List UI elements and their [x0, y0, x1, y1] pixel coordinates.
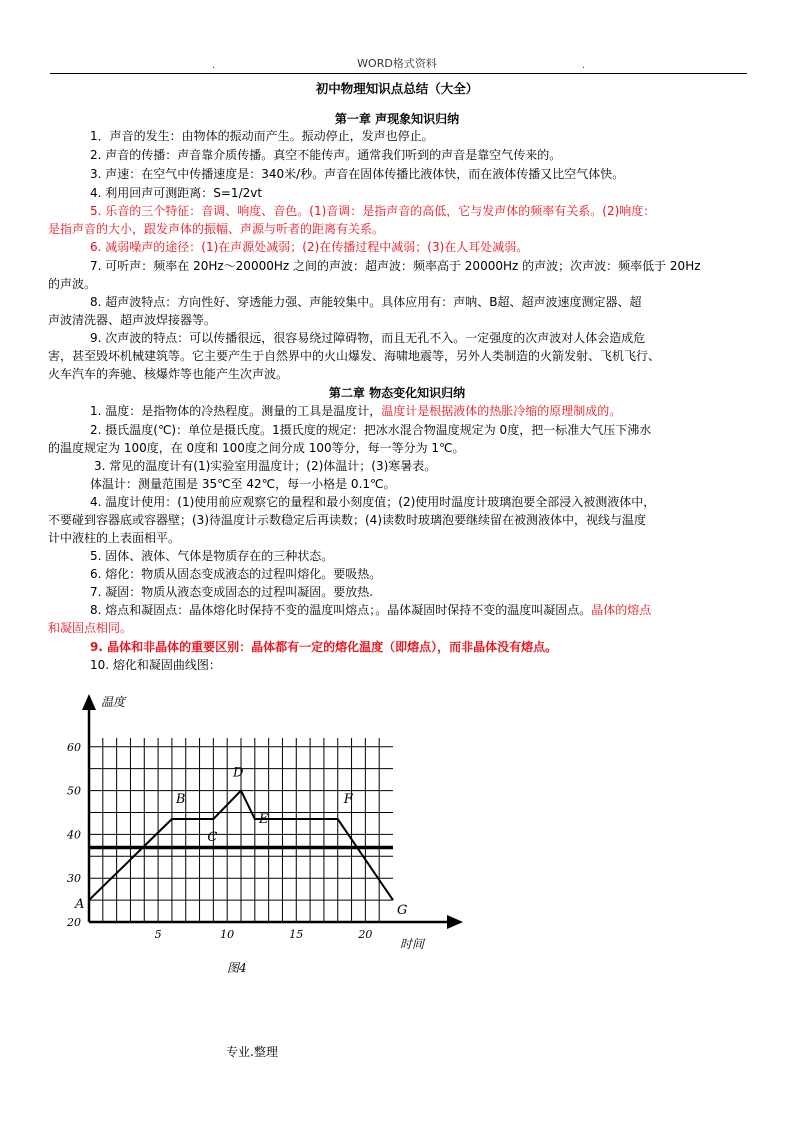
footer-text: 专业.整理 [226, 1045, 278, 1059]
x-tick-label: 15 [289, 928, 304, 941]
ch2-line-4: 4. 温度计使用：(1)使用前应观察它的量程和最小刻度值；(2)使用时温度计玻璃泡要全部浸入被测液体中， [90, 495, 656, 509]
ch1-line-2: 2. 声音的传播：声音靠介质传播。真空不能传声。通常我们听到的声音是靠空气传来的。 [90, 148, 562, 162]
ch1-line-8-cont: 声波清洗器、超声波焊接器等。 [48, 313, 217, 327]
point-label-a: A [75, 897, 85, 913]
point-label-b: B [175, 792, 186, 808]
chapter1-heading: 第一章 声现象知识归纳 [334, 112, 460, 126]
point-label-e: E [258, 812, 269, 828]
ch2-line-1 [90, 402, 794, 421]
y-tick-label: 30 [67, 872, 81, 886]
page-header: WORD格式资料 [357, 57, 437, 70]
ch1-line-5-cont: 是指声音的大小，跟发声体的振幅、声源与听者的距离有关系。 [48, 222, 385, 236]
y-axis-label: 温度 [101, 695, 126, 709]
ch2-line-2-cont: 的温度规定为 100度，在 0度和 100度之间分成 100等分，每一等分为 1℃。 [48, 441, 465, 455]
ch1-line-9-cont-2: 火车汽车的奔驰、核爆炸等也能产生次声波。 [48, 367, 289, 381]
ch1-line-1: 1．声音的发生：由物体的振动而产生。振动停止，发声也停止。 [90, 129, 434, 143]
ch2-line-4-cont-2: 计中液柱的上表面相平。 [48, 531, 181, 545]
ch1-line-4: 4. 利用回声可测距离：S=1/2vt [90, 186, 263, 200]
ch2-line-8-cont: 和凝固点相同。 [48, 621, 133, 635]
ch2-line-6: 6. 熔化：物质从固态变成液态的过程叫熔化。要吸热。 [90, 567, 382, 581]
x-axis-label: 时间 [400, 937, 425, 951]
ch1-line-7: 7. 可听声：频率在 20Hz～20000Hz 之间的声波：超声波：频率高于 20000Hz 的声波；次声波：频率低于 20Hz [90, 259, 701, 273]
ch2-line-7: 7. 凝固：物质从液态变成固态的过程叫凝固。要放热. [90, 585, 374, 599]
y-tick-label: 20 [67, 916, 81, 929]
header-dot-left: . [212, 60, 216, 71]
ch2-line-9: 9. 晶体和非晶体的重要区别：晶体都有一定的熔化温度（即熔点），而非晶体没有熔点。 [90, 640, 558, 654]
y-axis-arrow [82, 694, 96, 710]
ch2-line-2: 2. 摄氏温度(℃)：单位是摄氏度。1摄氏度的规定：把冰水混合物温度规定为 0度，把一标准大气压下沸水 [90, 423, 652, 437]
ch1-line-5: 5. 乐音的三个特征：音调、响度、音色。(1)音调：是指声音的高低，它与发声体的频率有关系。(2)响度： [90, 204, 656, 218]
ch2-line-1-red: 温度计是根据液体的热胀冷缩的原理制成的。 [381, 404, 622, 418]
ch2-line-8-text: 8. 熔点和凝固点：晶体熔化时保持不变的温度叫熔点；。晶体凝固时保持不变的温度叫凝固点。 [90, 603, 592, 617]
ch1-line-7-cont: 的声波。 [48, 277, 97, 291]
point-label-f: F [343, 792, 353, 808]
ch2-line-8 [90, 601, 794, 620]
ch1-line-8: 8. 超声波特点：方向性好、穿透能力强、声能较集中。具体应用有：声呐、B超、超声波速度测定器、超 [90, 295, 642, 309]
y-tick-label: 60 [67, 740, 81, 754]
ch1-line-9: 9. 次声波的特点：可以传播很远，很容易绕过障碍物，而且无孔不入。一定强度的次声波对人体会造成危 [90, 331, 646, 345]
ch1-line-3: 3. 声速：在空气中传播速度是：340米/秒。声音在固体传播比液体快，而在液体传播又比空气体快。 [90, 167, 625, 181]
ch1-line-6: 6. 减弱噪声的途径：(1)在声源处减弱；(2)在传播过程中减弱；(3)在人耳处减弱。 [90, 240, 529, 254]
ch2-line-4-cont-1: 不要碰到容器底或容器壁；(3)待温度计示数稳定后再读数；(4)读数时玻璃泡要继续留在被测液体中，视线与温度 [48, 513, 647, 527]
y-tick-label: 50 [67, 784, 81, 798]
ch2-line-8-red: 晶体的熔点 [591, 603, 652, 617]
melting-curve-chart [55, 690, 475, 990]
chapter2-heading: 第二章 物态变化知识归纳 [328, 386, 466, 400]
header-rule [50, 73, 747, 74]
point-label-c: C [207, 830, 218, 846]
ch2-line-5: 5. 固体、液体、气体是物质存在的三种状态。 [90, 549, 334, 563]
figure-caption: 图4 [227, 961, 247, 975]
document-title: 初中物理知识点总结（大全） [315, 81, 479, 96]
ch2-line-10: 10. 熔化和凝固曲线图： [90, 658, 221, 672]
x-tick-label: 10 [220, 928, 235, 941]
point-label-g: G [397, 903, 408, 919]
x-tick-label: 5 [154, 928, 162, 941]
header-dot-right: . [582, 60, 586, 71]
point-label-d: D [233, 765, 244, 781]
ch1-line-9-cont-1: 害，甚至毁坏机械建筑等。它主要产生于自然界中的火山爆发、海啸地震等，另外人类制造的火箭发射、飞机飞行、 [48, 349, 661, 363]
ch2-line-1-text: 1. 温度：是指物体的冷热程度。测量的工具是温度计， [90, 404, 382, 418]
x-axis-arrow [447, 915, 463, 929]
ch2-line-3: 3. 常见的温度计有(1)实验室用温度计；(2)体温计；(3)寒暑表。 [94, 459, 437, 473]
x-tick-label: 20 [358, 928, 373, 941]
ch2-line-3-thermometer: 体温计：测量范围是 35℃至 42℃，每一小格是 0.1℃。 [90, 477, 396, 491]
y-tick-label: 40 [67, 828, 81, 842]
